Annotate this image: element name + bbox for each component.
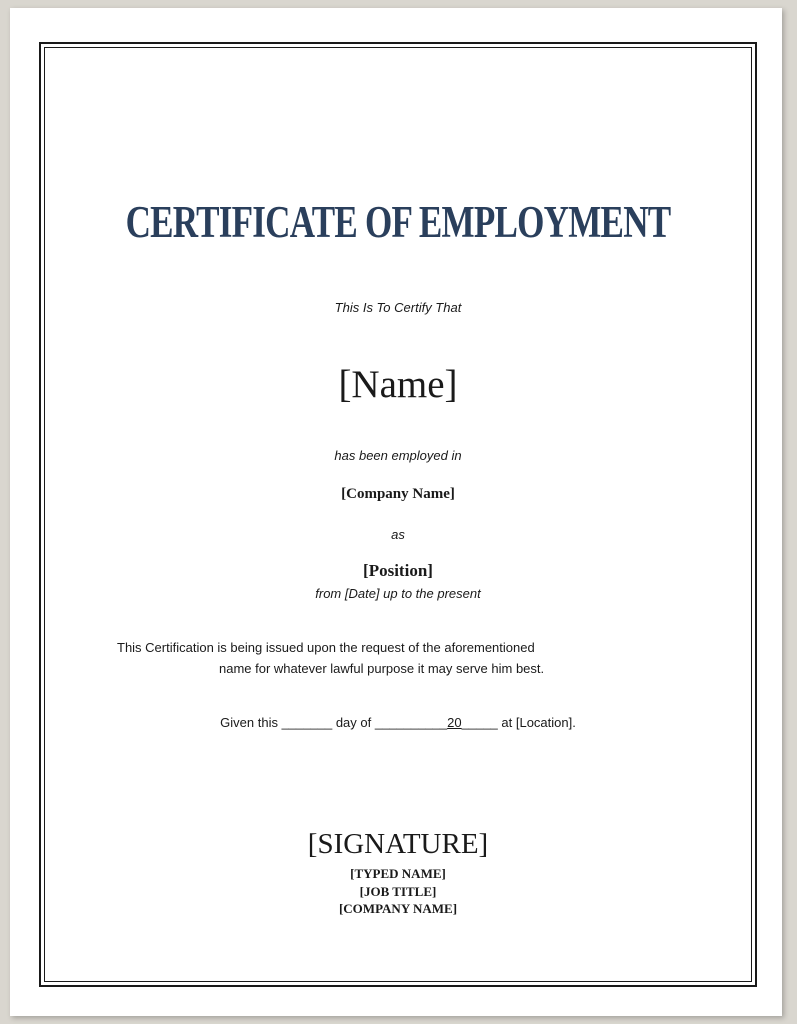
month-blank: __________ [374, 715, 448, 730]
given-prefix: Given this [220, 715, 282, 730]
year-prefix: 20 [447, 715, 462, 730]
certificate-border-inner [44, 47, 752, 982]
as-line: as [391, 527, 405, 542]
position-placeholder: [Position] [363, 561, 433, 580]
certificate-border-outer [39, 42, 757, 987]
certify-line: This Is To Certify That [334, 300, 462, 315]
employee-name-placeholder: [Name] [338, 363, 458, 406]
date-range-line: from [Date] up to the present [315, 586, 481, 601]
company-name-placeholder: [Company Name] [341, 486, 455, 502]
document-page [10, 8, 782, 1016]
given-date-line [45, 715, 751, 730]
certification-paragraph-line-2: name for whatever lawful purpose it may serve him best. [219, 661, 545, 676]
certification-paragraph-line-1: This Certification is being issued upon the request of the aforementioned [117, 640, 535, 655]
year-blank: _____ [461, 715, 498, 730]
employed-line: has been employed in [334, 448, 462, 463]
signature-placeholder: [SIGNATURE] [307, 828, 489, 860]
day-of-text: day of [332, 715, 375, 730]
signatory-company-placeholder: [COMPANY NAME] [338, 901, 458, 916]
certificate-title: CERTIFICATE OF EMPLOYMENT [125, 197, 671, 247]
job-title-placeholder: [JOB TITLE] [359, 884, 437, 899]
day-blank: _______ [281, 715, 333, 730]
typed-name-placeholder: [TYPED NAME] [350, 866, 446, 881]
location-text: at [Location]. [497, 715, 576, 730]
